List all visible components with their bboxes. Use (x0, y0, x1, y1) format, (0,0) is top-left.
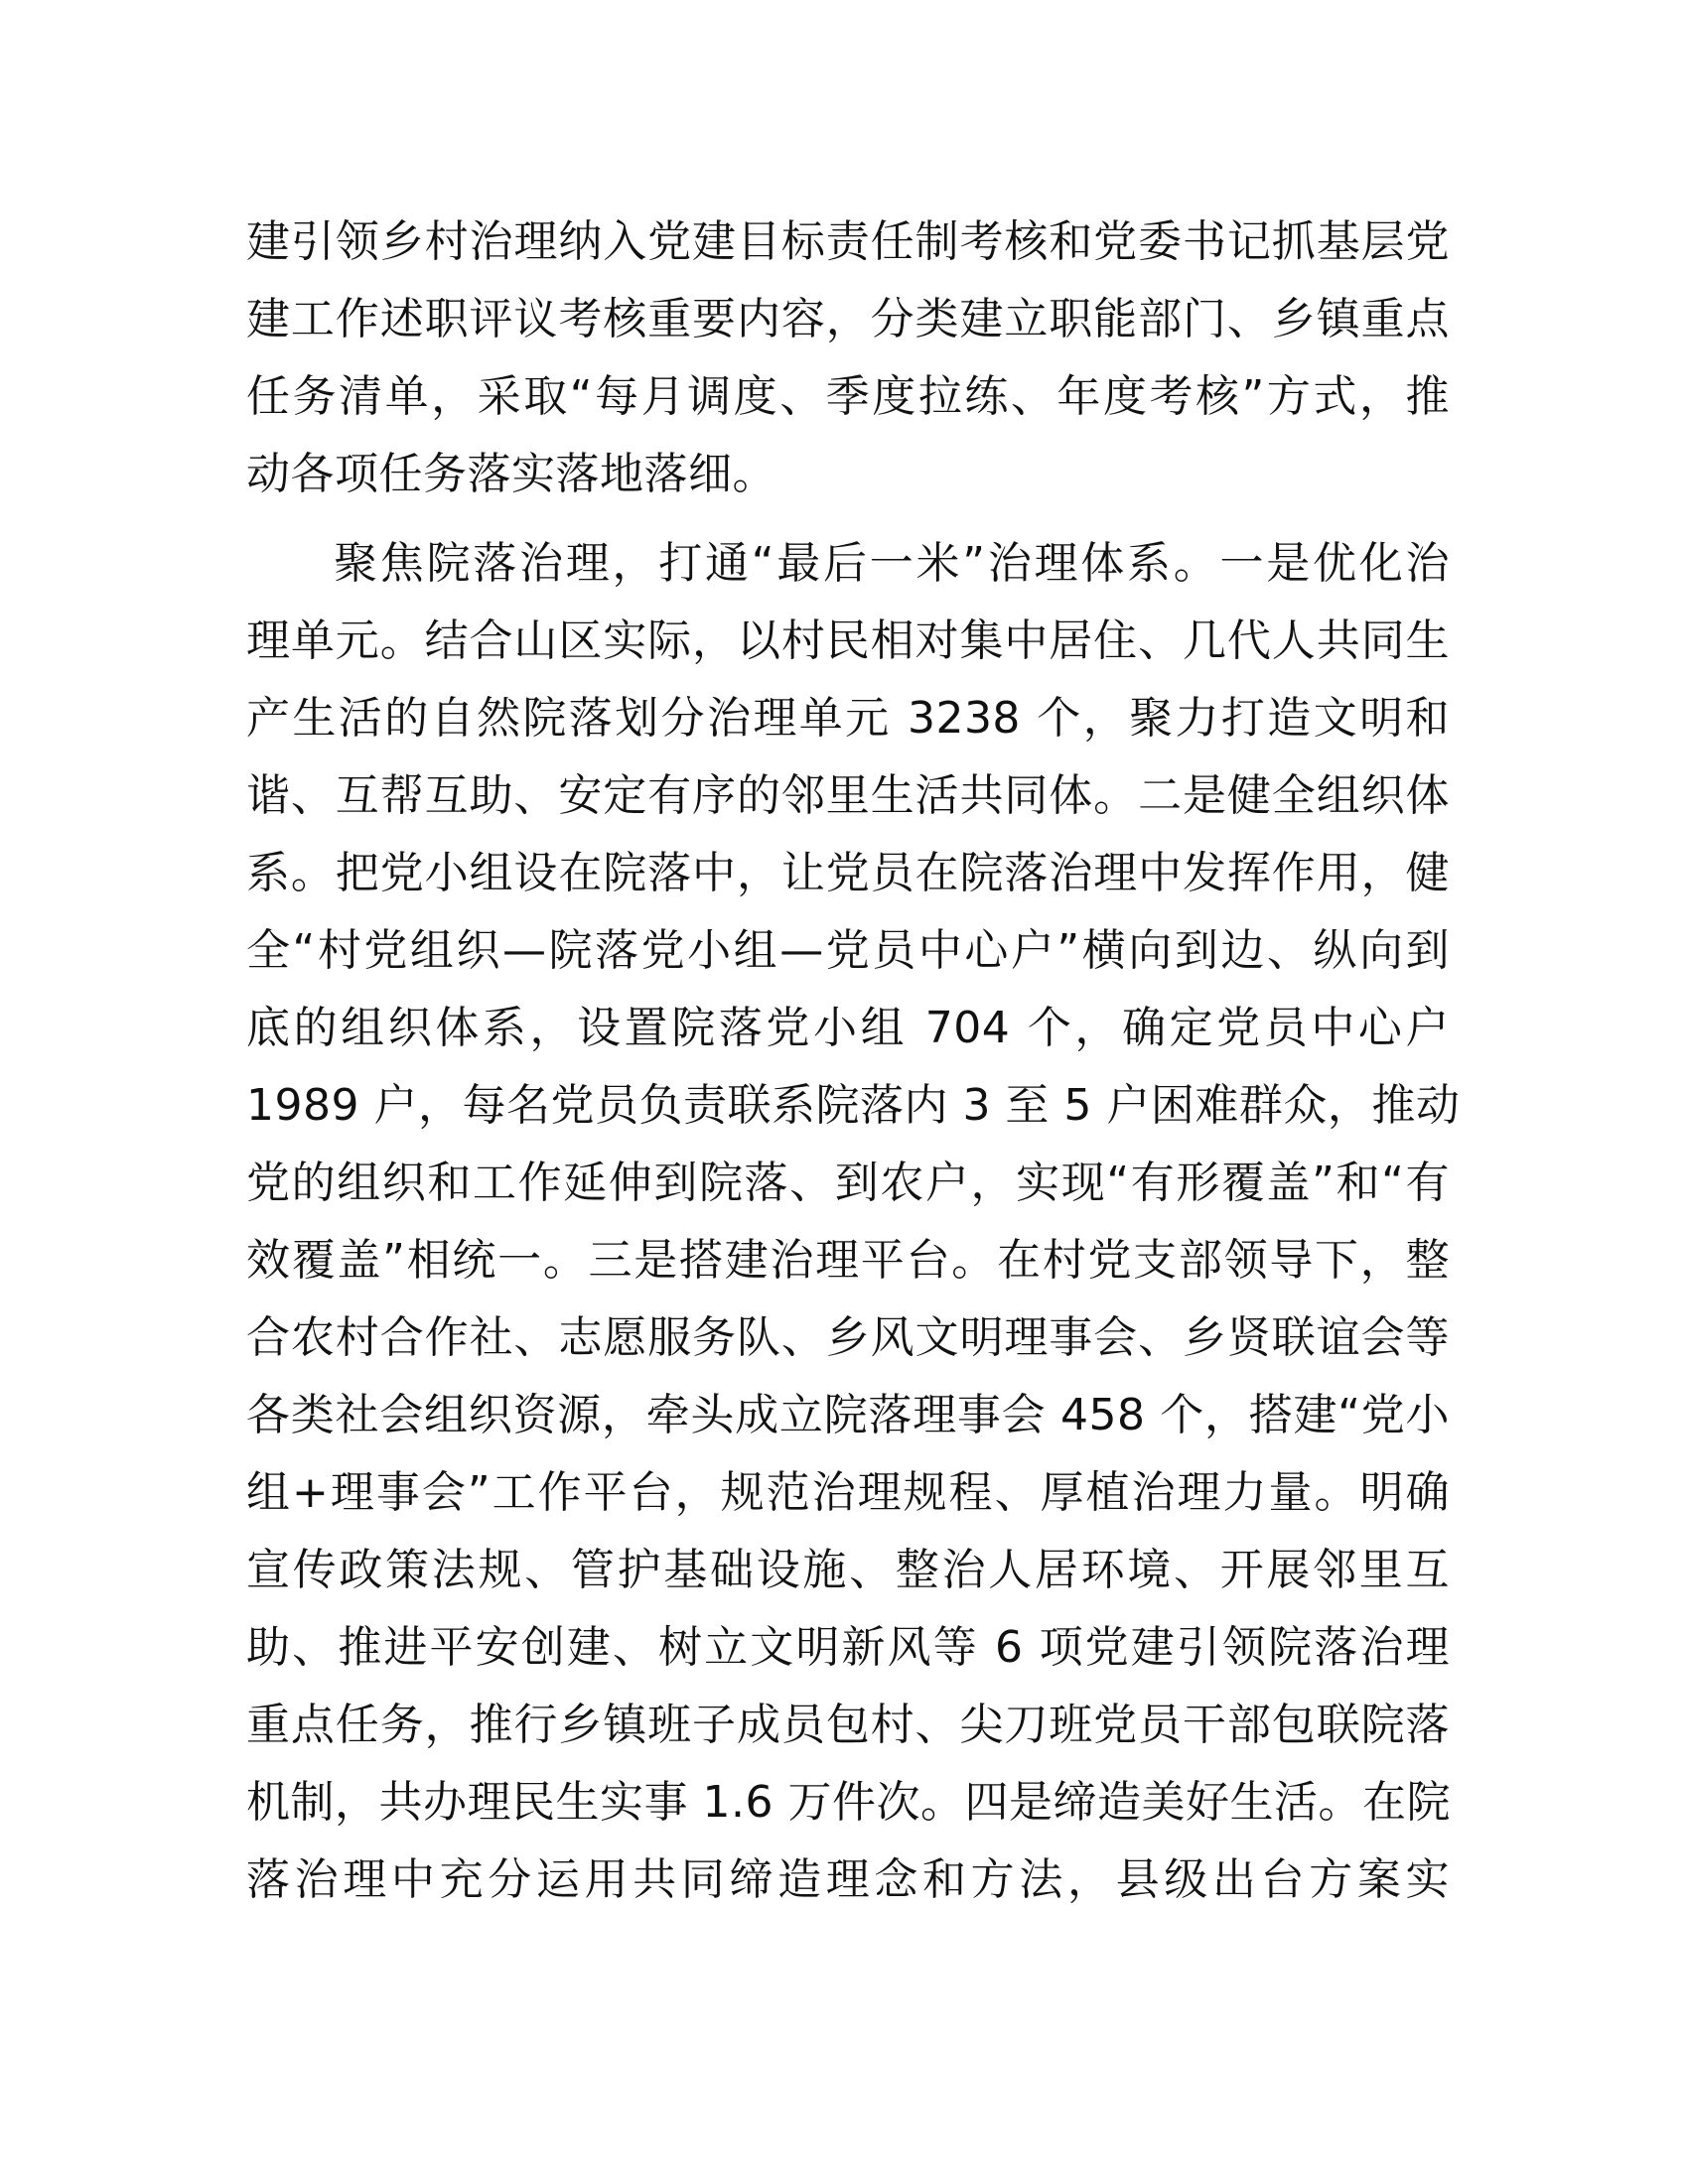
text-line: 落治理中充分运用共同缔造理念和方法，县级出台方案实 (246, 1854, 1450, 1905)
text-line: 效覆盖”相统一。三是搭建治理平台。在村党支部领导下，整 (246, 1235, 1450, 1286)
text-line: 1989 户，每名党员负责联系院落内 3 至 5 户困难群众，推动 (246, 1080, 1461, 1131)
paragraph-1 (246, 204, 1450, 513)
text-line: 组+理事会”工作平台，规范治理规程、厚植治理力量。明确 (246, 1467, 1450, 1518)
text-line: 机制，共办理民生实事 1.6 万件次。四是缔造美好生活。在院 (246, 1777, 1451, 1828)
text-line: 理单元。结合山区实际，以村民相对集中居住、几代人共同生 (246, 615, 1450, 666)
text-line: 建工作述职评议考核重要内容，分类建立职能部门、乡镇重点 (246, 294, 1450, 344)
paragraph-spacer (246, 513, 1450, 525)
paragraph-2 (246, 525, 1461, 1919)
text-line: 重点任务，推行乡镇班子成员包村、尖刀班党员干部包联院落 (246, 1700, 1450, 1750)
text-line: 建引领乡村治理纳入党建目标责任制考核和党委书记抓基层党 (246, 216, 1450, 267)
text-line: 系。把党小组设在院落中，让党员在院落治理中发挥作用，健 (246, 848, 1450, 898)
text-line: 谐、互帮互助、安定有序的邻里生活共同体。二是健全组织体 (246, 770, 1450, 821)
text-line: 宣传政策法规、管护基础设施、整治人居环境、开展邻里互 (246, 1545, 1450, 1595)
text-line: 产生活的自然院落划分治理单元 3238 个，聚力打造文明和 (246, 693, 1450, 744)
text-line: 党的组织和工作延伸到院落、到农户，实现“有形覆盖”和“有 (246, 1158, 1450, 1208)
text-line: 底的组织体系，设置院落党小组 704 个，确定党员中心户 (246, 1003, 1450, 1053)
text-line: 合农村合作社、志愿服务队、乡风文明理事会、乡贤联谊会等 (246, 1312, 1450, 1363)
text-line: 全“村党组织—院落党小组—党员中心户”横向到边、纵向到 (246, 925, 1450, 976)
text-line: 聚焦院落治理，打通“最后一米”治理体系。一是优化治 (334, 538, 1450, 589)
text-line: 各类社会组织资源，牵头成立院落理事会 458 个，搭建“党小 (246, 1390, 1450, 1440)
document-body (246, 204, 1461, 1919)
text-line: 动各项任务落实落地落细。 (246, 449, 776, 499)
text-line: 助、推进平安创建、树立文明新风等 6 项党建引领院落治理 (246, 1622, 1450, 1673)
text-line: 任务清单，采取“每月调度、季度拉练、年度考核”方式，推 (246, 371, 1450, 422)
